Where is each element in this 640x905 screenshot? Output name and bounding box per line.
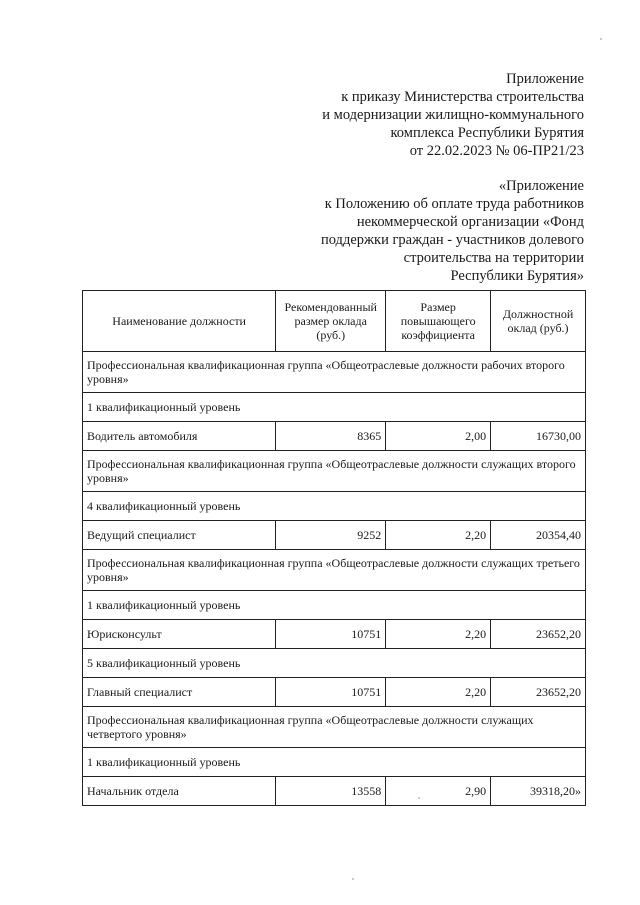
- group-row: [83, 550, 586, 591]
- level-title: 1 квалификационный уровень: [83, 393, 586, 422]
- level-row: [83, 393, 586, 422]
- table-row: [83, 678, 586, 707]
- recommended-salary: 8365: [276, 422, 386, 451]
- coefficient: 2,00: [386, 422, 491, 451]
- coefficient: 2,90: [386, 777, 491, 806]
- level-title: 4 квалификационный уровень: [83, 492, 586, 521]
- level-row: [83, 591, 586, 620]
- recommended-salary: 10751: [276, 678, 386, 707]
- level-row: [83, 748, 586, 777]
- table-row: [83, 422, 586, 451]
- appendix-line: к приказу Министерства строительства: [341, 89, 584, 105]
- header-official-salary: Должностной оклад (руб.): [491, 291, 586, 352]
- group-row: [83, 352, 586, 393]
- group-row: [83, 707, 586, 748]
- recommended-salary: 10751: [276, 620, 386, 649]
- scan-speck: [418, 797, 420, 799]
- regulation-line: к Положению об оплате труда работников: [324, 196, 584, 212]
- header-position-name: Наименование должности: [83, 291, 276, 352]
- appendix-header: [322, 70, 584, 160]
- recommended-salary: 9252: [276, 521, 386, 550]
- official-salary: 16730,00: [491, 422, 586, 451]
- header-coefficient: Размер повышающего коэффициента: [386, 291, 491, 352]
- level-title: 5 квалификационный уровень: [83, 649, 586, 678]
- coefficient: 2,20: [386, 678, 491, 707]
- level-row: [83, 649, 586, 678]
- regulation-line: поддержки граждан - участников долевого: [320, 232, 584, 248]
- header-recommended-salary: Рекомендованный размер оклада (руб.): [276, 291, 386, 352]
- scan-speck: [600, 38, 602, 40]
- group-row: [83, 451, 586, 492]
- coefficient: 2,20: [386, 620, 491, 649]
- regulation-line: «Приложение: [498, 178, 584, 194]
- coefficient: 2,20: [386, 521, 491, 550]
- scan-speck: [352, 878, 354, 880]
- position-name: Начальник отдела: [83, 777, 276, 806]
- group-title: Профессиональная квалификационная группа «Общеотраслевые должности служащих четвертого уровня»: [83, 707, 586, 748]
- group-title: Профессиональная квалификационная группа «Общеотраслевые должности служащих второго уровня»: [83, 451, 586, 492]
- appendix-line: Приложение: [506, 71, 584, 87]
- level-row: [83, 492, 586, 521]
- official-salary: 23652,20: [491, 620, 586, 649]
- position-name: Водитель автомобиля: [83, 422, 276, 451]
- regulation-line: Республики Бурятия»: [450, 268, 584, 284]
- table-row: [83, 620, 586, 649]
- table-row: [83, 777, 586, 806]
- official-salary: 39318,20»: [491, 777, 586, 806]
- recommended-salary: 13558: [276, 777, 386, 806]
- appendix-line: и модернизации жилищно-коммунального: [322, 107, 584, 123]
- regulation-line: некоммерческой организации «Фонд: [356, 214, 584, 230]
- table-row: [83, 521, 586, 550]
- salary-table: [82, 290, 586, 806]
- level-title: 1 квалификационный уровень: [83, 748, 586, 777]
- position-name: Ведущий специалист: [83, 521, 276, 550]
- position-name: Юрисконсульт: [83, 620, 276, 649]
- appendix-line: от 22.02.2023 № 06-ПР21/23: [409, 143, 584, 159]
- group-title: Профессиональная квалификационная группа «Общеотраслевые должности рабочих второго уровня»: [83, 352, 586, 393]
- official-salary: 23652,20: [491, 678, 586, 707]
- regulation-header: [321, 177, 584, 285]
- position-name: Главный специалист: [83, 678, 276, 707]
- appendix-line: комплекса Республики Бурятия: [390, 125, 584, 141]
- table-header-row: [83, 291, 586, 352]
- official-salary: 20354,40: [491, 521, 586, 550]
- group-title: Профессиональная квалификационная группа «Общеотраслевые должности служащих третьего уровня»: [83, 550, 586, 591]
- regulation-line: строительства на территории: [403, 250, 584, 266]
- level-title: 1 квалификационный уровень: [83, 591, 586, 620]
